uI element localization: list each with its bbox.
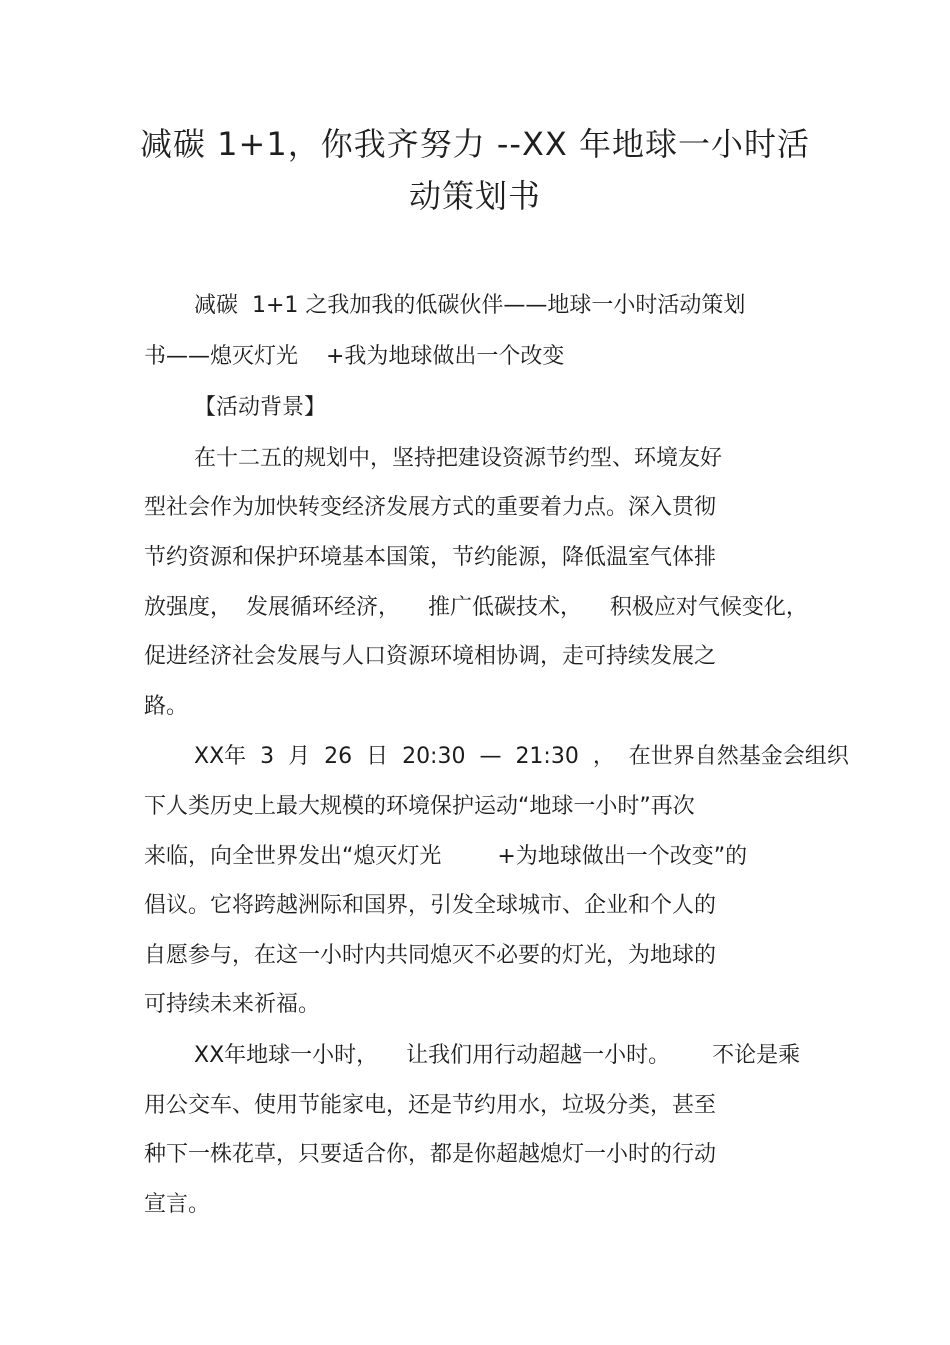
subtitle-line-2: 书——熄灭灯光 +我为地球做出一个改变 [144, 344, 565, 369]
paragraph-3-line-4: 宣言。 [144, 1192, 211, 1217]
paragraph-1-line-5: 促进经济社会发展与人口资源环境相协调，走可持续发展之 [144, 644, 717, 669]
paragraph-1-line-6: 路。 [144, 694, 189, 719]
paragraph-1-line-3: 节约资源和保护环境基本国策，节约能源，降低温室气体排 [144, 545, 717, 570]
paragraph-2-line-1: XX年 3 月 26 日 20:30 — 21:30 ， 在世界自然基金会组织 [194, 744, 849, 769]
paragraph-1-line-2: 型社会作为加快转变经济发展方式的重要着力点。深入贯彻 [144, 495, 717, 520]
paragraph-2-line-6: 可持续未来祈福。 [144, 992, 321, 1017]
paragraph-3-line-3: 种下一株花草，只要适合你，都是你超越熄灯一小时的行动 [144, 1142, 717, 1167]
section-heading-background: 【活动背景】 [194, 395, 327, 420]
paragraph-2-line-4: 倡议。它将跨越洲际和国界，引发全球城市、企业和个人的 [144, 893, 717, 918]
paragraph-2-line-3: 来临，向全世界发出“熄灭灯光 +为地球做出一个改变”的 [144, 844, 748, 869]
paragraph-2-line-5: 自愿参与，在这一小时内共同熄灭不必要的灯光，为地球的 [144, 943, 717, 968]
title-line-2: 动策划书 [408, 177, 541, 215]
paragraph-3-line-1: XX年地球一小时， 让我们用行动超越一小时。 不论是乘 [194, 1043, 801, 1068]
paragraph-2-line-2: 下人类历史上最大规模的环境保护运动“地球一小时”再次 [144, 794, 695, 819]
paragraph-1-line-1: 在十二五的规划中，坚持把建设资源节约型、环境友好 [194, 446, 723, 471]
paragraph-3-line-2: 用公交车、使用节能家电，还是节约用水，垃圾分类，甚至 [144, 1093, 717, 1118]
document-title [120, 118, 830, 222]
title-line-1: 减碳 1+1，你我齐努力 --XX 年地球一小时活 [140, 125, 810, 163]
subtitle-line-1: 减碳 1+1 之我加我的低碳伙伴——地球一小时活动策划 [194, 293, 746, 318]
paragraph-1-line-4: 放强度， 发展循环经济， 推广低碳技术， 积极应对气候变化， [144, 595, 808, 620]
